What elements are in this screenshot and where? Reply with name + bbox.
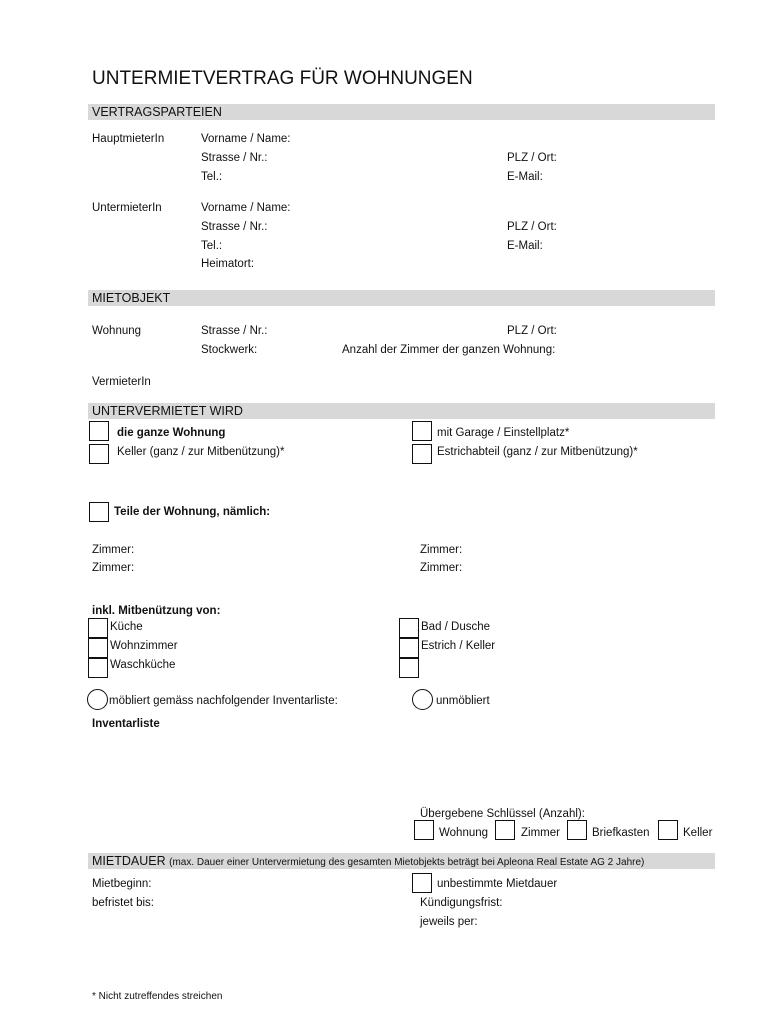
bad-checkbox[interactable] [399, 618, 419, 638]
zimmer-field-2[interactable]: Zimmer: [420, 544, 463, 556]
mietdauer-note: (max. Dauer einer Untervermietung des gesamten Mietobjekts beträgt bei Apleona Real Estate AG 2 Jahre) [169, 857, 645, 868]
key-zimmer-box[interactable] [495, 820, 515, 840]
teile-checkbox[interactable] [89, 502, 109, 522]
ganze-wohnung-checkbox[interactable] [89, 421, 109, 441]
moebliert-radio[interactable] [87, 689, 108, 710]
estrichabteil-checkbox[interactable] [412, 444, 432, 464]
key-briefkasten-box[interactable] [567, 820, 587, 840]
estrich-keller-checkbox[interactable] [399, 638, 419, 658]
unbestimmt-label: unbestimmte Mietdauer [437, 878, 558, 890]
unmoebliert-radio[interactable] [412, 689, 433, 710]
keller-checkbox[interactable] [89, 444, 109, 464]
hauptmieter-name-field[interactable]: Vorname / Name: [201, 133, 291, 145]
section-vertragsparteien: VERTRAGSPARTEIEN [88, 104, 715, 120]
bad-label: Bad / Dusche [421, 621, 491, 633]
untermieter-heimatort-field[interactable]: Heimatort: [201, 258, 255, 270]
waschkueche-checkbox[interactable] [88, 658, 108, 678]
hauptmieter-plz-field[interactable]: PLZ / Ort: [507, 152, 557, 164]
key-wohnung-label: Wohnung [439, 827, 489, 839]
hauptmieter-street-field[interactable]: Strasse / Nr.: [201, 152, 268, 164]
object-plz-field[interactable]: PLZ / Ort: [507, 325, 557, 337]
key-zimmer-label: Zimmer [521, 827, 560, 839]
untermieter-street-field[interactable]: Strasse / Nr.: [201, 221, 268, 233]
zimmer-field-1[interactable]: Zimmer: [92, 544, 135, 556]
key-keller-label: Keller [683, 827, 713, 839]
kueche-label: Küche [110, 621, 143, 633]
keller-label: Keller (ganz / zur Mitbenützung)* [117, 446, 285, 458]
untermieter-label: UntermieterIn [92, 202, 162, 214]
schluessel-label: Übergebene Schlüssel (Anzahl): [420, 808, 585, 820]
unbestimmt-checkbox[interactable] [412, 873, 432, 893]
unmoebliert-label: unmöbliert [436, 695, 490, 707]
zimmer-field-4[interactable]: Zimmer: [420, 562, 463, 574]
footnote: * Nicht zutreffendes streichen [92, 991, 223, 1002]
wohnzimmer-label: Wohnzimmer [110, 640, 178, 652]
untermieter-tel-field[interactable]: Tel.: [201, 240, 223, 252]
teile-label: Teile der Wohnung, nämlich: [114, 506, 271, 518]
hauptmieter-email-field[interactable]: E-Mail: [507, 171, 543, 183]
zimmer-anzahl-field[interactable]: Anzahl der Zimmer der ganzen Wohnung: [342, 344, 556, 356]
waschkueche-label: Waschküche [110, 659, 176, 671]
untermieter-email-field[interactable]: E-Mail: [507, 240, 543, 252]
object-street-field[interactable]: Strasse / Nr.: [201, 325, 268, 337]
vermieter-field[interactable]: VermieterIn [92, 376, 151, 388]
garage-label: mit Garage / Einstellplatz* [437, 427, 570, 439]
key-keller-box[interactable] [658, 820, 678, 840]
mietdauer-title: MIETDAUER [92, 854, 166, 868]
wohnzimmer-checkbox[interactable] [88, 638, 108, 658]
page-title: UNTERMIETVERTRAG FÜR WOHNUNGEN [92, 68, 473, 89]
befristet-field[interactable]: befristet bis: [92, 897, 154, 909]
jeweils-field[interactable]: jeweils per: [420, 916, 478, 928]
section-mietdauer [88, 853, 715, 869]
inventarliste-heading: Inventarliste [92, 718, 160, 730]
wohnung-label: Wohnung [92, 325, 142, 337]
zimmer-field-3[interactable]: Zimmer: [92, 562, 135, 574]
stockwerk-field[interactable]: Stockwerk: [201, 344, 258, 356]
section-mietobjekt: MIETOBJEKT [88, 290, 715, 306]
untermieter-plz-field[interactable]: PLZ / Ort: [507, 221, 557, 233]
hauptmieter-tel-field[interactable]: Tel.: [201, 171, 223, 183]
extra-checkbox[interactable] [399, 658, 419, 678]
section-untervermietet: UNTERVERMIETET WIRD [88, 403, 715, 419]
moebliert-label: möbliert gemäss nachfolgender Inventarliste: [109, 695, 338, 707]
ganze-wohnung-label: die ganze Wohnung [117, 427, 226, 439]
key-briefkasten-label: Briefkasten [592, 827, 650, 839]
key-wohnung-box[interactable] [414, 820, 434, 840]
inkl-label: inkl. Mitbenützung von: [92, 605, 221, 617]
estrich-keller-label: Estrich / Keller [421, 640, 496, 652]
mietbeginn-field[interactable]: Mietbeginn: [92, 878, 152, 890]
hauptmieter-label: HauptmieterIn [92, 133, 165, 145]
kueche-checkbox[interactable] [88, 618, 108, 638]
estrichabteil-label: Estrichabteil (ganz / zur Mitbenützung)* [437, 446, 638, 458]
kuendigung-field[interactable]: Kündigungsfrist: [420, 897, 503, 909]
garage-checkbox[interactable] [412, 421, 432, 441]
untermieter-name-field[interactable]: Vorname / Name: [201, 202, 291, 214]
